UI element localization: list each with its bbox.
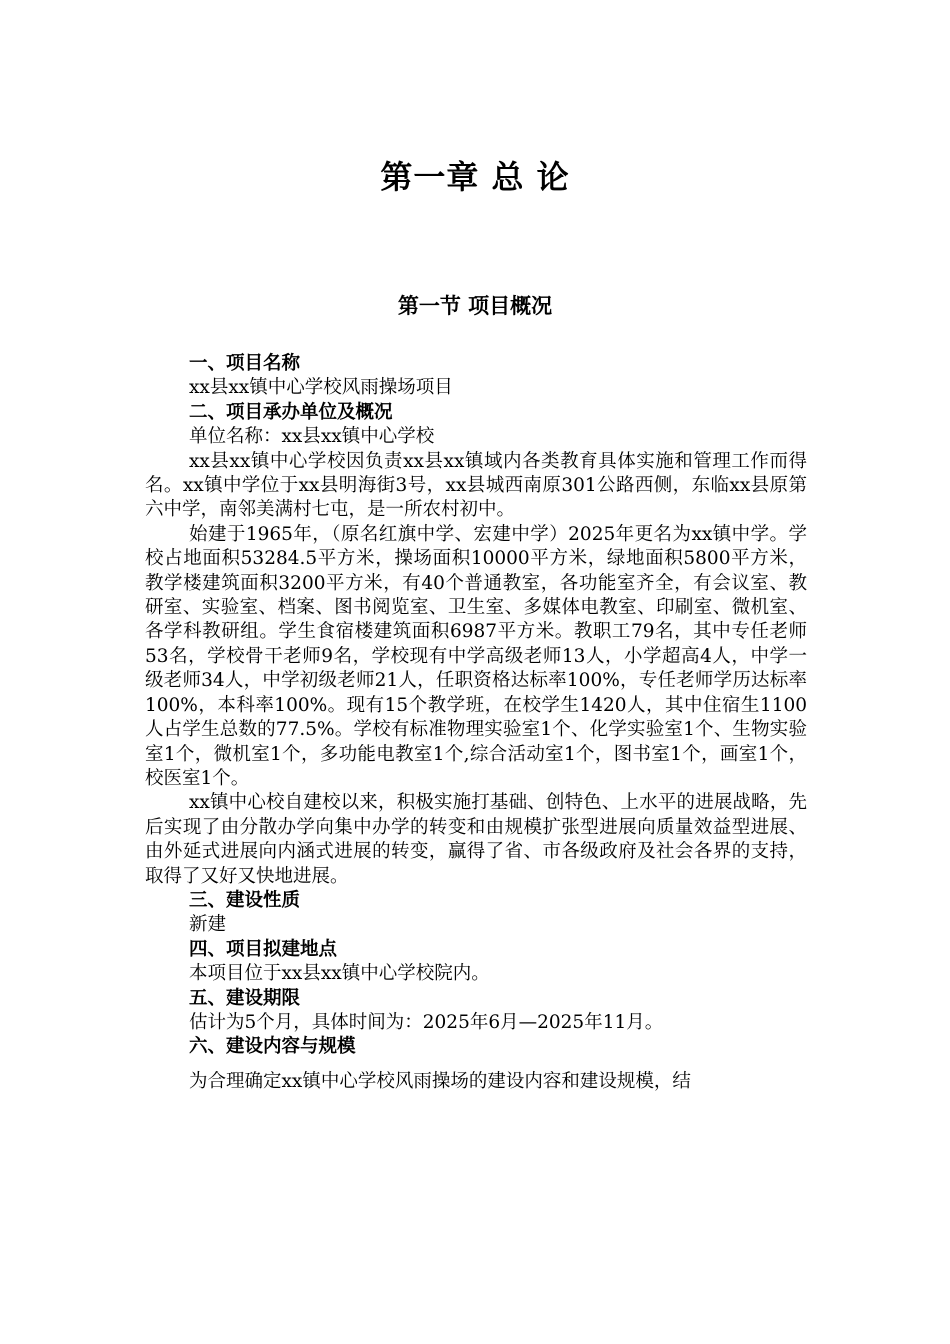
heading-content-scale: 六、建设内容与规模: [189, 1036, 356, 1058]
unit-name-text: 单位名称：xx县xx镇中心学校: [189, 426, 435, 448]
heading-unit: 二、项目承办单位及概况: [189, 401, 393, 423]
body-text: [145, 352, 807, 1094]
heading-period: 五、建设期限: [189, 987, 301, 1009]
nature-text: 新建: [189, 914, 227, 936]
section-title: 第一节 项目概况: [397, 293, 553, 318]
paragraph-development: xx镇中心校自建校以来，积极实施打基础、创特色、上水平的进展战略，先后实现了由分散办学向集中办学的转变和由规模扩张型进展向质量效益型进展、由外延式进展向内涵式进展的转变，赢得了省、市各级政府及社会各界的支持，取得了又好又快地进展。: [145, 792, 807, 887]
project-name-text: xx县xx镇中心学校风雨操场项目: [189, 377, 453, 399]
heading-location: 四、项目拟建地点: [189, 938, 338, 960]
chapter-title: 第一章 总 论: [380, 158, 570, 196]
period-text: 估计为5个月，具体时间为：2025年6月—2025年11月。: [189, 1011, 664, 1033]
paragraph-unit-intro: xx县xx镇中心学校因负责xx县xx镇域内各类教育具体实施和管理工作而得名。xx镇中学位于xx县明海街3号，xx县城西南原301公路西侧，东临xx县原第六中学，南邻美满村七屯，是一所农村初中。: [145, 450, 807, 521]
heading-project-name: 一、项目名称: [189, 353, 301, 374]
heading-nature: 三、建设性质: [189, 889, 301, 911]
location-text: 本项目位于xx县xx镇中心学校院内。: [189, 963, 490, 985]
paragraph-school-history: 始建于1965年，（原名红旗中学、宏建中学）2025年更名为xx镇中学。学校占地面积53284.5平方米，操场面积10000平方米，绿地面积5800平方米，教学楼建筑面积3200平方米，有40个普通教室，各功能室齐全，有会议室、教研室、实验室、档案、图书阅览室、卫生室、多媒体电教室、印刷室、微机室、各学科教研组。学生食宿楼建筑面积6987平方米。教职工79名，其中专任老师53名，学校骨干老师9名，学校现有中学高级老师13人，小学超高4人，中学一级老师34人，中学初级老师21人，任职资格达标率100%，专任老师学历达标率100%，本科率100%。现有15个教学班，在校学生1420人，其中住宿生1100人占学生总数的77.5%。学校有标准物理实验室1个、化学实验室1个、生物实验室1个，微机室1个，多功能电教室1个,综合活动室1个，图书室1个，画室1个，校医室1个。: [145, 523, 807, 789]
paragraph-content-scale: 为合理确定xx镇中心学校风雨操场的建设内容和建设规模，结: [189, 1070, 691, 1092]
